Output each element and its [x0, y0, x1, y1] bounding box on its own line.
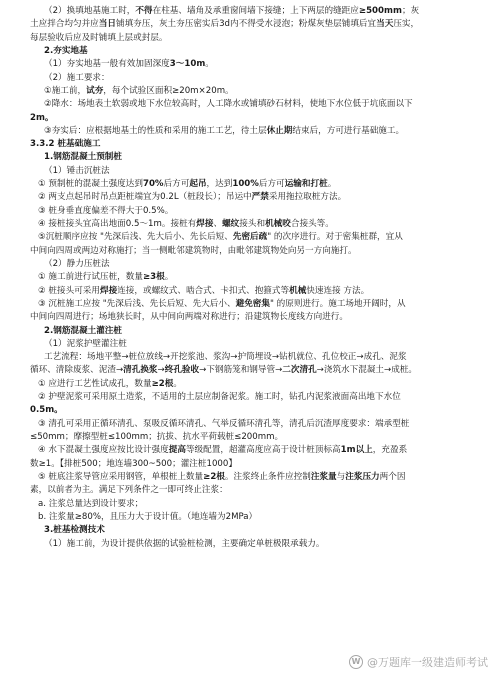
text-line: ① 预制桩的混凝土强度达到70%后方可起吊，达到100%后方可运输和打桩。	[38, 179, 337, 190]
text-line: （1）泥浆护壁灌注桩	[44, 338, 127, 349]
section-heading: 1.钢筋混凝土预制桩	[44, 152, 122, 163]
text-line: （2）换填地基施工时，不得在柱基、墙角及承重窗间墙下接缝；上下两层的缝距应≥500mm；灰	[44, 6, 420, 16]
text-line: b. 注浆量≥80%，且压力大于设计值。（地连墙为2MPa）	[38, 511, 258, 522]
watermark	[349, 654, 488, 671]
text-line: ② 桩接头可采用焊接连接，或螺纹式、啮合式、卡扣式、抱箍式等机械快速连接 方法。	[38, 285, 370, 296]
section-heading: 3.3.2 桩基础施工	[30, 139, 101, 150]
text-line: ③ 桩身垂直度偏差不得大于0.5%。	[38, 205, 174, 216]
text-line: （2）施工要求：	[44, 72, 110, 83]
text-line: 循环、清除废浆、泥渣→清孔换浆→终孔验收→下钢筋笼和钢导管→二次清孔→浇筑水下混凝土→成桩。	[30, 365, 418, 376]
text-line: ③夯实后：应根据地基土的性质和采用的施工工艺，待土层休止期结束后，方可进行基础施工。	[44, 125, 405, 136]
text-line: 土应拌合均匀并应当日铺填夯压，灰土夯压密实后3d内不得受水浸泡；粉煤灰垫层铺填后宜当天压实，	[30, 19, 420, 30]
text-line: （1）锤击沉桩法	[44, 165, 110, 176]
watermark-text: @万题库一级建造师考试	[367, 655, 488, 669]
watermark-logo-icon: W	[349, 655, 363, 669]
text-line: 工艺流程：场地平整→桩位放线→开挖浆池、浆沟→护筒埋设→钻机就位、孔位校正→成孔、泥浆	[44, 352, 407, 363]
text-line: ① 应进行工艺性试成孔，数量≥2根。	[38, 378, 182, 389]
text-line: 素，以前者为主。满足下列条件之一即可终止注浆：	[30, 485, 228, 496]
text-line: 中间向四周或两边对称施打；当一侧毗邻建筑物时，由毗邻建筑物处向另一方向施打。	[30, 245, 357, 256]
text-line: 0.5m。	[30, 405, 63, 416]
text-line: ① 施工前进行试压桩，数量≥3根。	[38, 272, 174, 283]
section-heading: 3.桩基检测技术	[44, 525, 105, 536]
section-heading: 2.夯实地基	[44, 45, 88, 56]
text-line: （2）静力压桩法	[44, 258, 110, 269]
text-line: 数≥1。【排桩500；地连墙300~500；灌注桩1000】	[30, 458, 237, 469]
text-line: a. 注浆总量达到设计要求；	[38, 498, 144, 509]
text-line: （1）夯实地基一般有效加固深度3～10m。	[44, 59, 214, 70]
text-line: 中间向四周进行；场地狭长时，从中间向两端对称进行；沿建筑物长度线方向进行。	[30, 312, 348, 323]
text-line: ③ 清孔可采用正循环清孔、泵吸反循环清孔、气举反循环清孔等，清孔后沉渣厚度要求：端承型桩	[38, 418, 410, 429]
text-line: ⑤沉桩顺序应按 "先深后浅、先大后小、先长后短、先密后疏" 的次序进行。对于密集桩群，宜从	[38, 232, 403, 243]
text-line: ≤50mm；摩擦型桩≤100mm；抗拔、抗水平荷载桩≤200mm。	[30, 432, 284, 442]
text-line: ③ 沉桩施工应按 "先深后浅、先长后短、先大后小、避免密集" 的原则进行。施工场地开阔时，从	[38, 298, 406, 309]
text-line: ② 两支点起吊时吊点距桩端宜为0.2L（桩段长）；吊运中严禁采用拖拉取桩方法。	[38, 192, 347, 203]
text-line: （1）施工前，为设计提供依据的试验桩检测，主要确定单桩极限承载力。	[44, 538, 325, 549]
text-line: ①施工前，试夯，每个试验区面积≥20m×20m。	[44, 85, 234, 96]
text-line: ②降水：场地表土软弱或地下水位较高时，人工降水或铺填砂石材料，使地下水位低于坑底面以下	[44, 99, 413, 110]
text-line: 每层验收后应及时铺填上层或封层。	[30, 32, 168, 43]
text-line: ④ 水下混凝土强度应按比设计强度提高等级配置，超灌高度应高于设计桩顶标高1m以上，充盈系	[38, 445, 408, 456]
text-line: ② 护壁泥浆可采用原土造浆，不适用的土层应制备泥浆。施工时，钻孔内泥浆液面高出地下水位	[38, 392, 401, 403]
text-line: 2m。	[30, 112, 54, 123]
section-heading: 2.钢筋混凝土灌注桩	[44, 325, 122, 336]
text-line: ④ 接桩接头宜高出地面0.5～1m。接桩有焊接、螺纹接头和机械咬合接头等。	[38, 219, 334, 229]
text-line: ⑤ 桩底注浆导管应采用钢管，单根桩上数量≥2根。注浆终止条件应控制注浆量与注浆压力两个因	[38, 471, 406, 482]
